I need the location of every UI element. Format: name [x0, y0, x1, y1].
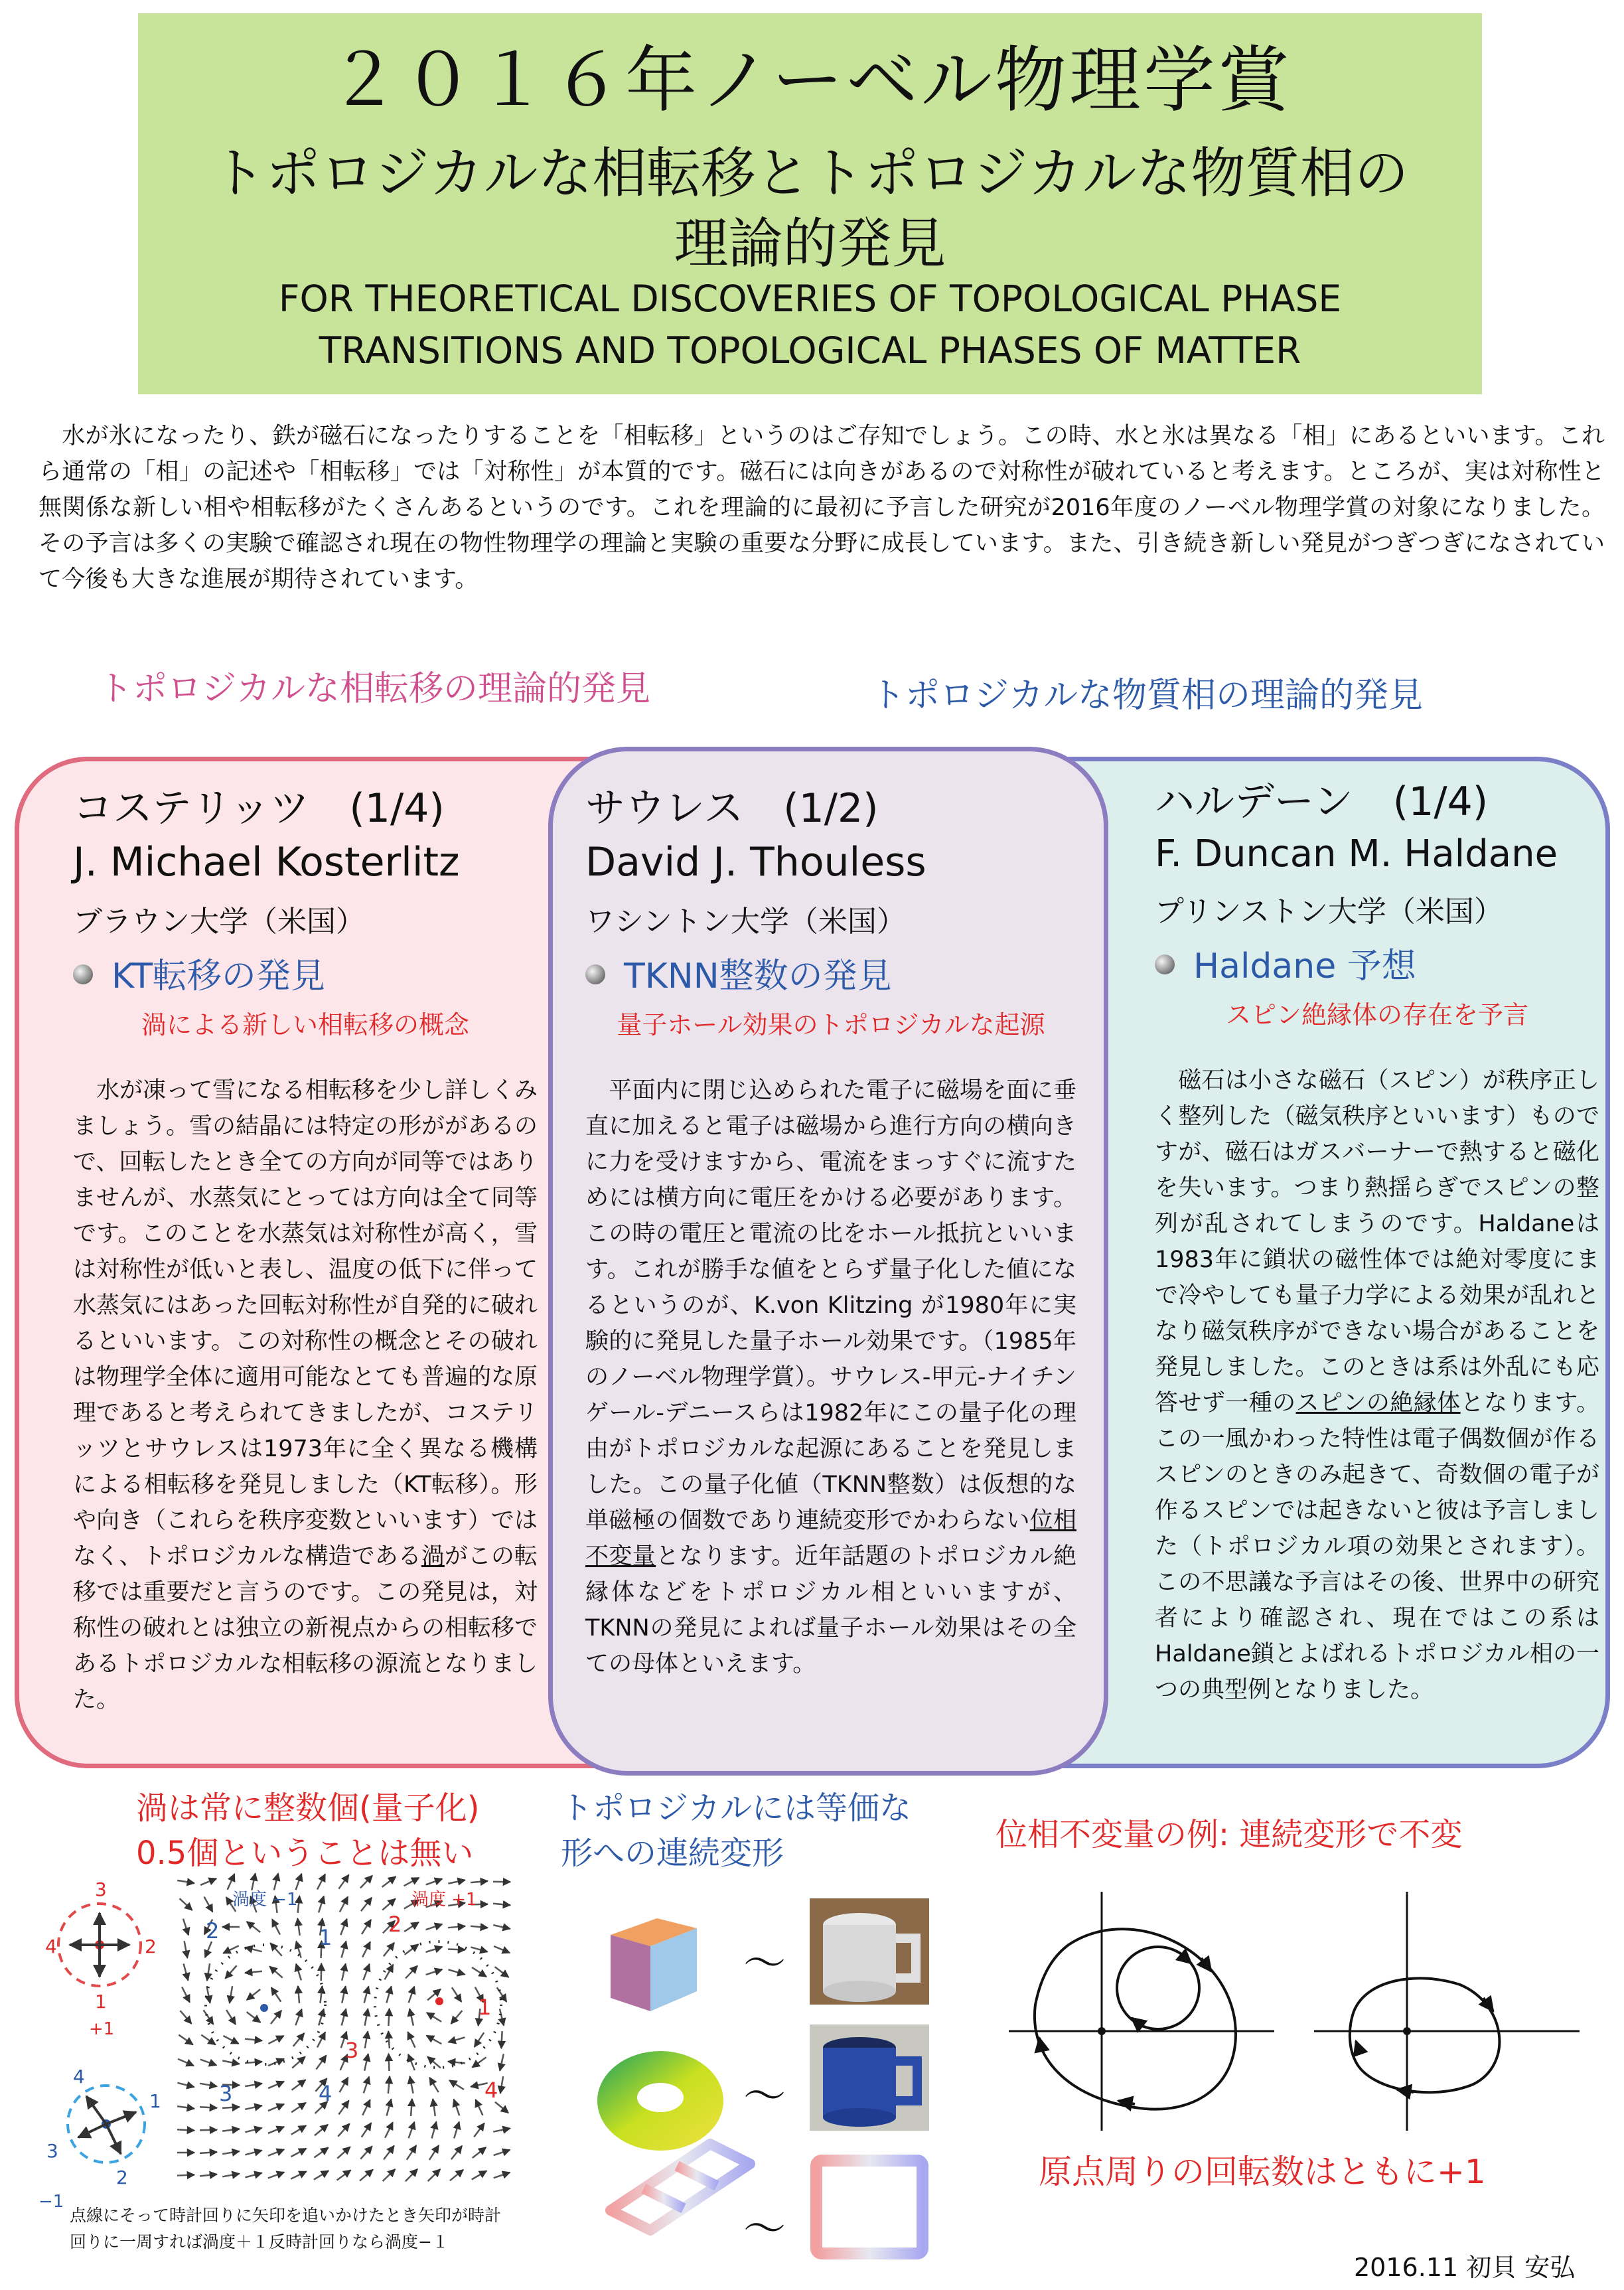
vector-arrow: [426, 1879, 442, 1885]
cube-shape: [611, 1918, 697, 2011]
vector-arrow: [339, 2078, 348, 2093]
vector-arrow: [226, 2010, 236, 2024]
vector-arrow: [271, 1987, 281, 2002]
laureate-haldane: [1155, 770, 1599, 1708]
vector-arrow: [449, 2037, 465, 2042]
vector-arrow: [222, 2174, 240, 2177]
field-number: 1: [319, 1925, 332, 1950]
achievement-subtitle: スピン絶縁体の存在を予言: [1225, 1000, 1528, 1030]
description-text: となります。近年話題のトポロジカル絶縁体などをトポロジカル相といいますが、TKNNの発見によれば量子ホール効果はその全ての母体といえます。: [585, 1543, 1076, 1677]
inset-number: 4: [45, 1936, 57, 1957]
vector-arrow: [384, 1943, 394, 1956]
laureate-name-en: David J. Thouless: [585, 839, 926, 885]
inset-number: 2: [145, 1936, 157, 1957]
vortex-caption-line2: 0.5個ということは無い: [136, 1835, 474, 1872]
vector-arrow: [364, 1986, 369, 2003]
section-heading-topological-phase: トポロジカルな物質相の理論的発見: [871, 676, 1424, 716]
vector-arrow: [245, 2151, 261, 2155]
vector-arrow: [475, 2032, 484, 2047]
vector-arrow: [245, 2173, 261, 2178]
vector-arrow: [204, 1897, 213, 1912]
description-text: となります。この一風かわった特性は電子偶数個が作るスピンのときのみ起きて、奇数個の電子が作るスピンでは起きないと彼は予言しました（トポロジカル項の効果とされます）。この不思議な予言はその後、世界中の研究者により確認され、現在ではこの系はHaldane鎖とよばれるトポロジカル相の一つの典型例となりました。: [1155, 1390, 1599, 1703]
vector-arrow: [222, 2061, 240, 2064]
vector-arrow: [184, 1963, 188, 1980]
description-text: 磁石は小さな磁石（スピン）が秩序正しく整列した（磁気秩序といいます）ものですが、磁石はガスバーナーで熱すると磁化を失います。つまり熱揺らぎでスピンの整列が乱されてしまうのです。Haldaneは1983年に鎖状の磁性体では絶対零度にまで冷やしても量子力学による効果が乱れとなり磁気秩序ができない場合があることを発見しました。このときは系は外乱にも応答せず一種の: [1155, 1067, 1599, 1416]
vector-arrow: [476, 2099, 483, 2115]
vector-arrow: [295, 2009, 301, 2025]
vector-arrow: [177, 2129, 194, 2130]
vector-arrow: [179, 1898, 192, 1910]
achievement-label: TKNN整数の発見: [624, 956, 892, 996]
vector-arrow: [494, 1946, 510, 1953]
field-number: 2: [388, 1912, 402, 1937]
vector-arrow: [385, 1965, 394, 1980]
vector-arrow: [230, 1986, 232, 2003]
vector-arrow: [340, 1897, 348, 1912]
vector-arrow: [362, 1942, 370, 1957]
blue-mug-image: [810, 2024, 929, 2131]
vector-arrow: [291, 2103, 306, 2112]
vector-arrow: [409, 1987, 415, 2003]
vector-arrow: [500, 2009, 504, 2025]
vector-arrow: [338, 2123, 350, 2136]
inset-vortex-minus: [38, 2066, 161, 2210]
vector-arrow: [407, 2145, 416, 2160]
vector-arrow: [448, 1880, 465, 1883]
subtitle-jp-line2: 理論的発見: [674, 212, 946, 275]
topology-shapes-figure: [597, 1898, 942, 2263]
description-text: がこの転移では重要だと言うのです。この発見は，対称性の破れとは独立の新視点からの相転移であるトポロジカルな相転移の源流となりました。: [73, 1543, 538, 1713]
vector-arrow: [452, 1987, 461, 2002]
section-heading-topological-transition: トポロジカルな相転移の理論的発見: [98, 669, 651, 709]
vector-arrow: [448, 1926, 465, 1928]
vector-arrow: [204, 2010, 214, 2024]
vector-arrow: [314, 2148, 328, 2158]
topology-caption-line1: トポロジカルには等価な: [561, 1790, 912, 1827]
laureate-achievement: [1155, 938, 1599, 988]
vector-arrow: [291, 2149, 307, 2157]
description-underlined: 位相不変量: [585, 1507, 1076, 1570]
vector-arrow: [406, 1966, 417, 1979]
vector-arrow: [388, 2076, 390, 2094]
vector-arrow: [225, 1965, 236, 1978]
vortex-note-line1: 点線にそって時計回りに矢印を追いかけたとき矢印が時計: [70, 2206, 502, 2225]
field-number: 4: [484, 2078, 498, 2103]
vector-arrow: [405, 1944, 419, 1955]
vector-arrow: [180, 2011, 191, 2024]
inset-value-plus: +1: [89, 2019, 115, 2039]
vector-arrow: [245, 1947, 261, 1951]
vector-arrow: [245, 1971, 262, 1973]
vector-arrow: [268, 2059, 284, 2066]
ladder-shape: [611, 2144, 750, 2230]
date-author: 2016.11 初貝 安弘: [1354, 2253, 1576, 2282]
vector-arrow: [274, 1873, 278, 1890]
laureate-name-en: J. Michael Kosterlitz: [73, 839, 460, 885]
vector-arrow: [245, 2039, 262, 2041]
vector-arrow: [365, 2031, 368, 2048]
vector-arrow: [178, 2059, 194, 2066]
vector-arrow: [320, 1986, 322, 2003]
vector-arrow: [451, 2146, 462, 2159]
vortex-core-minus: [260, 2004, 268, 2012]
winding-caption: 原点周りの回転数はともに+1: [1039, 2153, 1486, 2191]
vector-arrow: [206, 1986, 210, 2003]
vector-arrow: [342, 1963, 346, 1980]
topology-caption: [561, 1786, 911, 1876]
inset-number: 1: [149, 2090, 161, 2112]
vector-arrow: [429, 2145, 439, 2160]
pushpin-icon: [73, 964, 93, 984]
vector-arrow: [454, 2122, 459, 2139]
vector-arrow: [200, 2175, 217, 2176]
vector-arrow: [494, 2150, 510, 2155]
vector-arrow: [298, 1986, 299, 2003]
winding-number-figure: [982, 1878, 1606, 2131]
field-number: 2: [206, 1918, 220, 1944]
vector-arrow: [471, 1926, 488, 1928]
vector-arrow: [432, 2121, 437, 2138]
vector-arrow: [364, 2054, 368, 2070]
vector-arrow: [268, 2127, 284, 2133]
inset-number: 1: [95, 1991, 107, 2013]
vector-arrow: [177, 2083, 194, 2087]
vector-arrow: [298, 1896, 300, 1913]
vector-arrow: [207, 1963, 210, 1981]
description-text: 水が凍って雪になる相転移を少し詳しくみましょう。雪の結晶には特定の形ががあるので、回転したとき全ての方向が同等ではありませんが、水蒸気にとっては方向は全て同等です。このことを水蒸気は対称性が高く，雪は対称性が低いと表し、温度の低下に伴って水蒸気にはあった回転対称性が自発的に破れるといいます。この対称性の概念とその破れは物理学全体に適用可能なとても普遍的な原理であると考えられてきましたが、コステリッツとサウレスは1973年に全く異なる機構による相転移を発見しました（KT転移）。形や向き（これらを秩序変数といいます）ではなく、トポロジカルな構造である: [73, 1077, 538, 1570]
laureate-university: ワシントン大学（米国）: [585, 905, 906, 939]
vector-arrow: [406, 2169, 417, 2181]
vector-arrow: [222, 2151, 240, 2154]
vector-arrow: [433, 2099, 435, 2116]
vector-arrow: [205, 1942, 212, 1957]
vortex-note-line2: 回りに一周すれば渦度＋１反時計回りなら渦度−１: [70, 2232, 449, 2252]
torus-shape: [597, 2051, 723, 2151]
vortex-label-minus: 渦度 −1: [232, 1890, 298, 1910]
vector-arrow: [428, 2169, 441, 2181]
vector-arrow: [501, 2031, 502, 2048]
subtitle-jp-line1: トポロジカルな相転移とトポロジカルな物質相の: [211, 142, 1409, 205]
vector-arrow: [365, 2009, 368, 2026]
inset-vortex-plus: [45, 1878, 157, 2039]
vector-arrow: [382, 1876, 396, 1887]
vector-arrow: [245, 2105, 261, 2109]
vector-arrow: [222, 2107, 240, 2108]
vector-arrow: [245, 2084, 262, 2086]
achievement-subtitle: 渦による新しい相転移の概念: [141, 1010, 469, 1039]
vector-arrow: [427, 2013, 441, 2022]
vector-arrow: [404, 1922, 419, 1932]
subtitle-en-line1: FOR THEORETICAL DISCOVERIES OF TOPOLOGICAL PHASE: [278, 277, 1342, 320]
field-number: 3: [219, 2081, 233, 2106]
vector-arrow: [245, 2128, 261, 2132]
laureate-name-jp: サウレス (1/2): [585, 785, 879, 832]
description-underlined: 渦: [421, 1543, 445, 1570]
laureate-achievement: [73, 948, 538, 998]
topology-caption-line2: 形への連続変形: [561, 1835, 784, 1872]
vector-arrow: [319, 1896, 324, 1913]
invariant-caption: 位相不変量の例: 連続変形で不変: [996, 1816, 1463, 1853]
vector-arrow: [426, 1947, 443, 1952]
vector-arrow: [252, 1873, 255, 1890]
vector-arrow: [182, 1987, 190, 2002]
vector-arrow: [360, 1876, 372, 1888]
field-number: 3: [345, 2038, 359, 2063]
vector-arrow: [269, 1966, 283, 1977]
vector-arrow: [268, 2036, 283, 2044]
vector-arrow: [382, 1898, 396, 1910]
vector-arrow: [362, 2123, 372, 2137]
vector-arrow: [426, 1924, 443, 1930]
vector-arrow: [270, 1943, 281, 1955]
white-mug-image: [810, 1898, 929, 2005]
vector-arrow: [427, 2036, 442, 2044]
vector-arrow: [317, 2032, 325, 2047]
vector-arrow: [268, 2104, 284, 2111]
vector-arrow: [383, 2169, 396, 2181]
vector-arrow: [386, 1987, 391, 2003]
vector-arrow: [409, 2009, 413, 2025]
laureate-thouless: [585, 777, 1076, 1682]
vector-arrow: [316, 2055, 326, 2069]
vector-arrow: [247, 1922, 261, 1932]
laureate-achievement: [585, 948, 1076, 998]
vector-arrow: [363, 1964, 369, 1980]
vector-arrow: [268, 2149, 284, 2156]
vector-arrow: [200, 2152, 217, 2153]
achievement-subtitle: 量子ホール効果のトポロジカルな起源: [617, 1010, 1045, 1039]
vector-arrow: [474, 2123, 484, 2137]
vector-arrow: [360, 2170, 373, 2181]
achievement-label: Haldane 予想: [1193, 947, 1416, 986]
laureate-name-en: F. Duncan M. Haldane: [1155, 832, 1558, 876]
vector-arrow: [315, 2125, 328, 2135]
vector-arrow: [409, 2076, 413, 2094]
vector-arrow: [200, 2084, 217, 2086]
vector-arrow: [385, 2122, 393, 2137]
vector-arrow: [448, 1949, 465, 1950]
vector-arrow: [429, 2078, 438, 2092]
vector-arrow: [338, 2101, 348, 2115]
vector-arrow: [361, 1898, 372, 1911]
laureate-description: [585, 1073, 1076, 1682]
vortex-caption: [136, 1786, 479, 1876]
laureate-university: プリンストン大学（米国）: [1155, 895, 1503, 929]
vortex-note: [70, 2202, 501, 2255]
laureate-kosterlitz: [73, 777, 538, 1718]
vector-arrow: [364, 2077, 369, 2094]
vector-arrow: [247, 2012, 261, 2023]
vector-arrow: [450, 2170, 463, 2180]
vector-arrow: [404, 1878, 419, 1886]
window-frame-shape: [816, 2161, 923, 2253]
vector-arrow: [360, 2146, 372, 2159]
vector-arrow: [500, 2054, 504, 2070]
inset-number: 3: [46, 2140, 58, 2162]
vector-arrow: [297, 1918, 299, 1936]
laureate-name-jp: ハルデーン (1/4): [1155, 779, 1489, 825]
vector-arrow: [177, 1880, 194, 1883]
vector-arrow: [314, 2171, 329, 2179]
vector-arrow: [449, 1969, 465, 1974]
vector-arrow: [200, 1878, 216, 1885]
vector-field-arrows: [177, 1873, 510, 2181]
vector-arrow: [362, 2099, 370, 2115]
vector-arrow: [473, 2147, 486, 2158]
vector-arrow: [296, 1874, 302, 1890]
vector-arrow: [408, 2054, 415, 2070]
inset-value-minus: −1: [38, 2192, 64, 2210]
vortex-label-plus: 渦度 +1: [411, 1890, 477, 1910]
vector-arrow: [200, 2130, 217, 2131]
achievement-label: KT転移の発見: [111, 956, 325, 996]
vector-arrow: [291, 2125, 306, 2134]
vector-arrow: [185, 1941, 188, 1958]
vector-arrow: [472, 2057, 486, 2067]
vector-arrow: [336, 2170, 350, 2180]
vector-arrow: [493, 1925, 510, 1929]
vector-arrow: [342, 2009, 346, 2025]
vector-arrow: [472, 2171, 486, 2179]
pushpin-icon: [585, 964, 605, 984]
vector-arrow: [493, 2128, 510, 2131]
vector-arrow: [340, 1919, 346, 1935]
vector-arrow: [268, 2082, 284, 2088]
vector-arrow: [362, 1920, 371, 1934]
laureate-university: ブラウン大学（米国）: [73, 905, 365, 939]
vector-arrow: [177, 2106, 194, 2109]
vector-arrow: [493, 1904, 510, 1905]
vector-arrow: [472, 1967, 486, 1977]
vector-arrow: [495, 1967, 509, 1977]
vector-arrow: [223, 2036, 238, 2044]
vector-arrow: [500, 2076, 503, 2094]
title-banner: [138, 13, 1482, 394]
vector-arrow: [292, 2080, 306, 2090]
vector-arrow: [183, 1919, 188, 1936]
vector-arrow: [389, 2054, 390, 2071]
vector-arrow: [494, 2173, 510, 2178]
vector-arrow: [292, 2056, 305, 2068]
vector-arrow: [387, 2099, 392, 2115]
vector-arrow: [296, 1964, 301, 1981]
inset-number: 3: [95, 1878, 107, 1900]
vector-arrow: [223, 1946, 238, 1953]
vector-arrow: [228, 1874, 235, 1890]
vortex-caption-line1: 渦は常に整数個(量子化): [136, 1790, 480, 1827]
vector-arrow: [388, 2009, 389, 2026]
inset-number: 2: [116, 2167, 128, 2188]
vector-arrow: [200, 2060, 216, 2066]
winding-plot-left: [1009, 1892, 1274, 2131]
vector-arrow: [495, 2102, 508, 2113]
field-number: 1: [478, 1995, 492, 2020]
vector-arrow: [409, 2122, 415, 2138]
intro-paragraph: 水が氷になったり、鉄が磁石になったりすることを「相転移」というのはご存知でしょう。この時、水と氷は異なる「相」にあるといいます。これら通常の「相」の記述や「相転移」では「対称性」が本質的です。磁石には向きがあるので対称性が破れていると考えます。ところが、実は対称性と無関係な新しい相や相転移がたくさんあるというのです。これを理論的に最初に予言した研究が2016年度のノーベル物理学賞の対象になりました。その予言は多くの実験で確認され現在の物性物理学の理論と実験の重要な分野に成長しています。また、引き続き新しい発見がつぎつぎになされていて今後も大きな進展が期待されています。: [38, 423, 1605, 593]
vector-arrow: [471, 1947, 487, 1951]
winding-plot-right: [1314, 1892, 1580, 2131]
vector-arrow: [342, 1941, 346, 1957]
laureate-name-jp: コステリッツ (1/4): [73, 785, 445, 832]
tilde-symbol: 〜: [743, 1940, 786, 1989]
vector-arrow: [179, 2035, 192, 2045]
vector-arrow: [411, 2099, 412, 2116]
field-number: 4: [319, 2081, 332, 2106]
vector-arrow: [451, 2011, 463, 2024]
tilde-symbol: 〜: [743, 2072, 786, 2121]
pushpin-icon: [1155, 954, 1175, 974]
laureate-description: [73, 1073, 538, 1718]
vector-arrow: [293, 2033, 305, 2046]
vortex-figure: [13, 1872, 531, 2210]
vector-arrow: [317, 1874, 325, 1889]
vector-arrow: [384, 2146, 394, 2160]
vector-arrow: [407, 2032, 415, 2048]
vector-arrow: [291, 2171, 306, 2178]
vector-arrow: [201, 2035, 215, 2045]
vector-arrow: [338, 1874, 348, 1888]
description-underlined: スピンの絶縁体: [1295, 1390, 1461, 1416]
laureate-description: [1155, 1063, 1599, 1708]
subtitle-en-line2: TRANSITIONS AND TOPOLOGICAL PHASES OF MATTER: [319, 329, 1301, 372]
page-title: ２０１６年ノーベル物理学賞: [328, 39, 1292, 122]
vector-arrow: [271, 2011, 281, 2024]
vector-arrow: [268, 2172, 284, 2178]
vortex-core-plus: [435, 1997, 443, 2005]
description-text: 平面内に閉じ込められた電子に磁場を面に垂直に加えると電子は磁場から進行方向の横向きに力を受けますから、電流をまっすぐに流すためには横方向に電圧をかける必要があります。この時の電圧と電流の比をホール抵抗といいます。これが勝手な値をとらず量子化した値になるというのが、K.von Klitzing が1980年に実験的に発見した量子ホール効果です。（1985年のノーベル物理学賞）。サウレス-甲元-ナイチンゲール-デニースらは1982年にこの量子化の理由がトポロジカルな起源にあることを発見しました。この量子化値（TKNN整数）は仮想的な単磁極の個数であり連続変形でかわらない: [585, 1077, 1076, 1534]
vector-arrow: [247, 1989, 260, 2000]
vector-arrow: [272, 1919, 280, 1934]
vector-arrow: [448, 2062, 465, 2063]
vector-arrow: [449, 2080, 464, 2090]
vector-arrow: [454, 2099, 459, 2116]
inset-number: 4: [73, 2066, 85, 2088]
vector-arrow: [471, 1881, 488, 1882]
vector-arrow: [222, 2129, 240, 2131]
vector-arrow: [342, 1986, 345, 2003]
vector-arrow: [337, 2147, 350, 2158]
vector-arrow: [388, 2031, 390, 2048]
tilde-symbol: 〜: [743, 2205, 786, 2254]
vector-arrow: [426, 1969, 443, 1975]
